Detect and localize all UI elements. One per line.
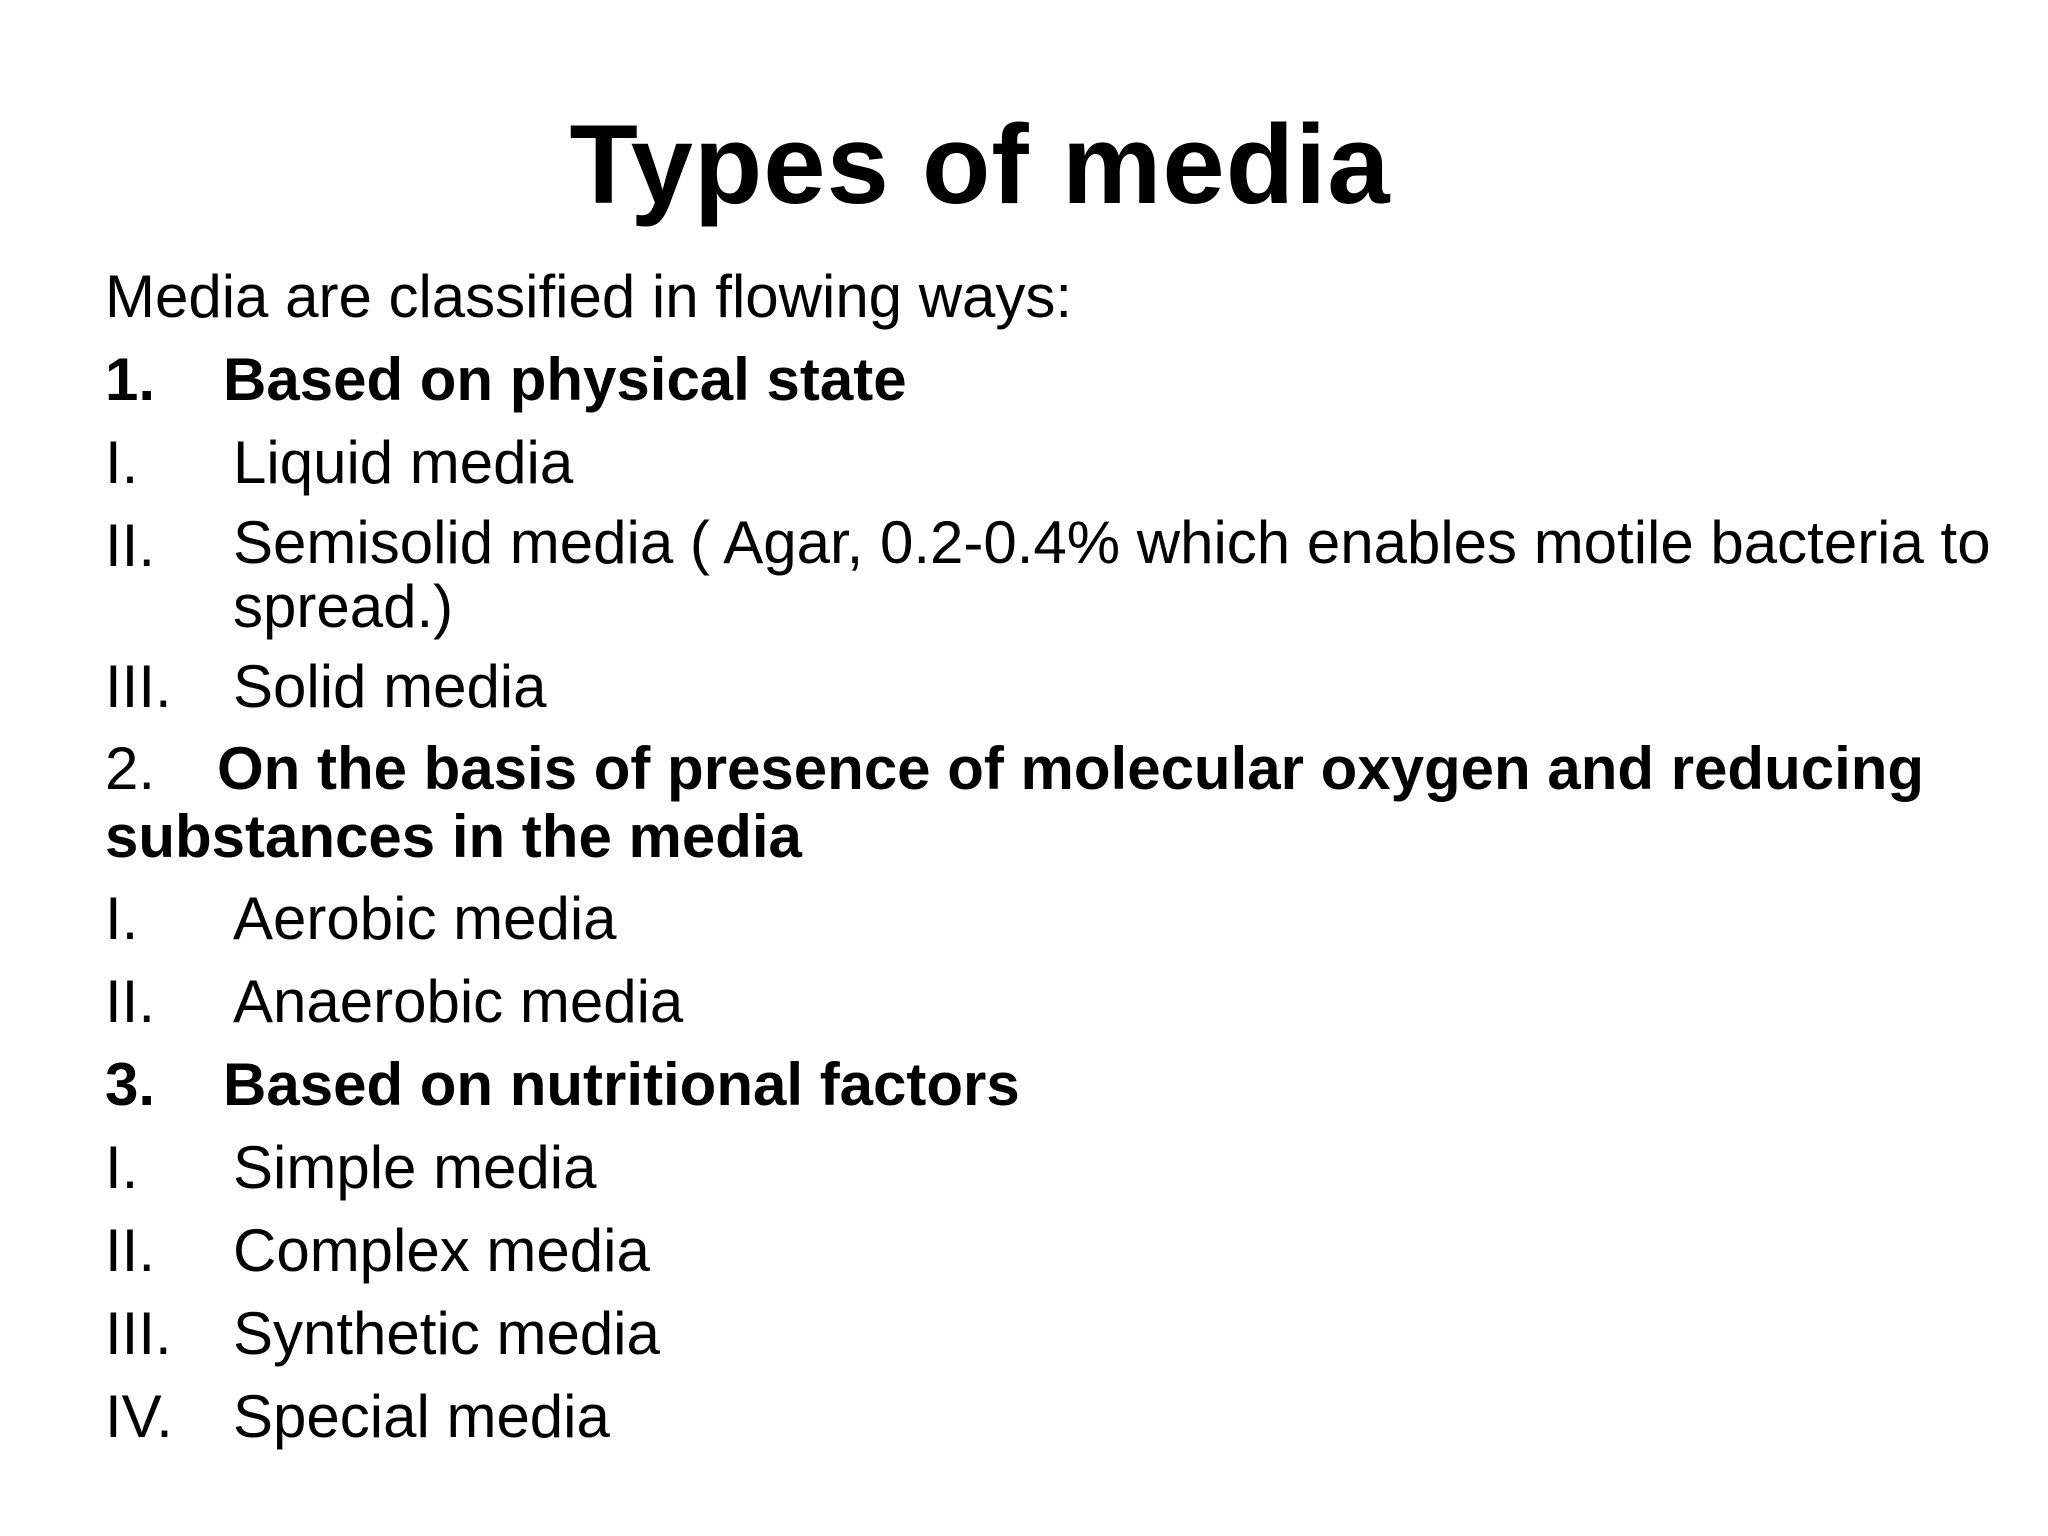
section-1-number: 1. <box>105 346 156 413</box>
list-item-text: Semisolid media ( Agar, 0.2-0.4% which enables motile bacteria to spread.) <box>233 509 1991 640</box>
list-item <box>105 428 2005 498</box>
list-item-numeral: I. <box>105 1134 139 1201</box>
list-item <box>105 1133 2005 1203</box>
list-item-numeral: II. <box>105 1217 156 1284</box>
list-item-text: Simple media <box>233 1134 597 1201</box>
list-item-text: Solid media <box>233 653 547 720</box>
list-item-numeral: II. <box>105 968 156 1035</box>
list-item-text: Complex media <box>233 1217 650 1284</box>
list-item <box>105 967 2005 1037</box>
list-item <box>105 652 2005 722</box>
list-item-numeral: IV. <box>105 1383 173 1450</box>
section-1-heading <box>105 345 2005 415</box>
section-2-number: 2. <box>105 735 156 802</box>
list-item-text: Special media <box>233 1383 610 1450</box>
list-item-numeral: III. <box>105 1300 172 1367</box>
list-item <box>105 1382 2005 1452</box>
list-item <box>105 884 2005 954</box>
list-item-numeral: I. <box>105 429 139 496</box>
intro-text: Media are classified in flowing ways: <box>105 263 1073 330</box>
section-2-heading <box>105 735 1945 871</box>
slide-content <box>105 262 2005 1465</box>
list-item-text: Aerobic media <box>233 885 617 952</box>
section-2-title: On the basis of presence of molecular oxygen and reducing substances in the media <box>105 735 1925 870</box>
list-item-text: Liquid media <box>233 429 574 496</box>
list-item-numeral: I. <box>105 885 139 952</box>
list-item-text: Synthetic media <box>233 1300 660 1367</box>
list-item <box>105 511 2005 639</box>
list-item-numeral: II. <box>105 512 156 579</box>
section-1-title: Based on physical state <box>223 346 907 413</box>
list-item <box>105 1216 2005 1286</box>
list-item-numeral: III. <box>105 653 172 720</box>
slide-title: Types of media <box>569 102 1391 227</box>
section-3-title: Based on nutritional factors <box>223 1051 1020 1118</box>
list-item-text: Anaerobic media <box>233 968 684 1035</box>
list-item <box>105 1299 2005 1369</box>
section-3-heading <box>105 1050 2005 1120</box>
section-3-number: 3. <box>105 1051 156 1118</box>
